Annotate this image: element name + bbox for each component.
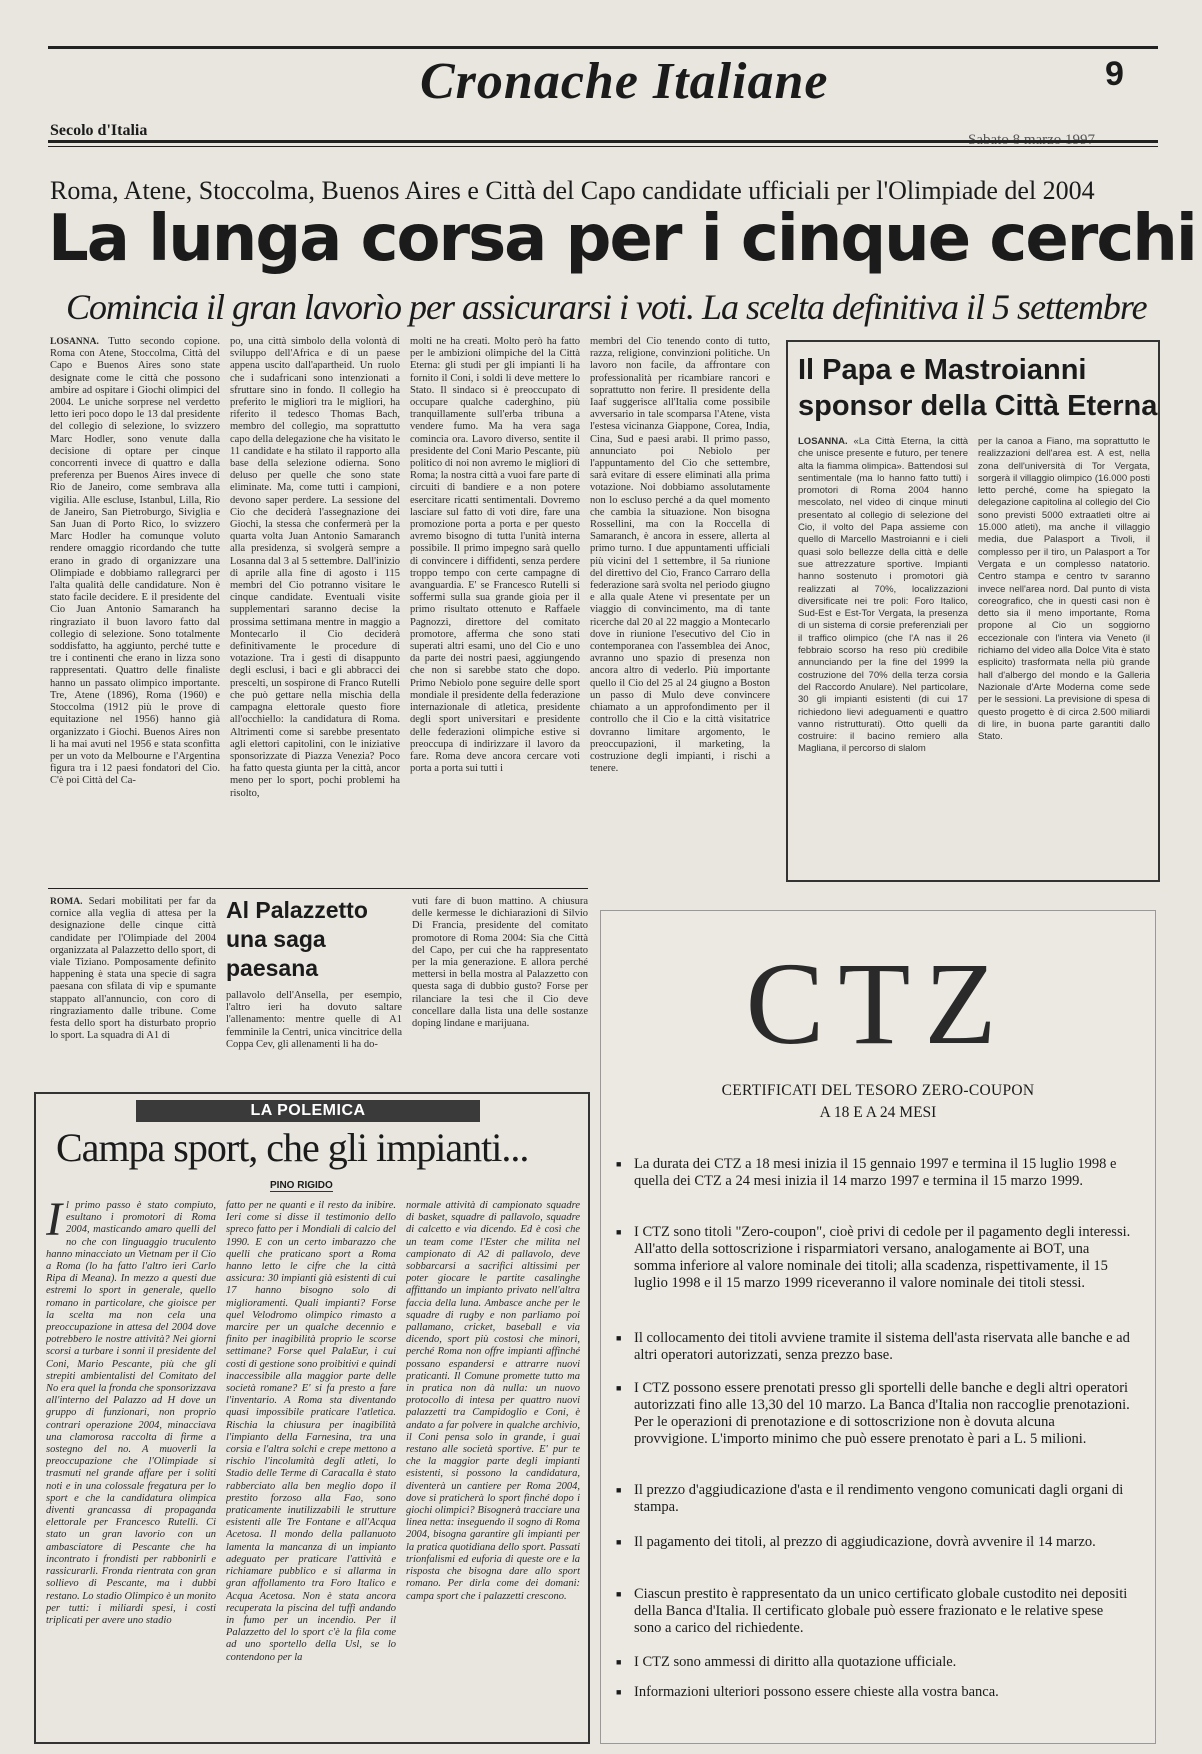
ctz-subtitle-1: CERTIFICATI DEL TESORO ZERO-COUPON [721, 1082, 1035, 1099]
subheadline: Comincia il gran lavorìo per assicurarsi i voti. La scelta definitiva il 5 settembre [66, 287, 1147, 327]
article-text-1: Tutto secondo copione. Roma con Atene, Stoccolma, Città del Capo e Buenos Aires sono state designate come le città che possono ambire ad ospitare i Giochi olimpici del 2004. Le uniche sorprese nel verdetto letto ieri poco dopo le 13 dal presidente del collegio di selezione, lo svizzero Marc Hodler, sono venute dalla decisione di optare per cinque concorrenti invece di quattro e dalla preferenza per Buenos Aires invece di Rio de Janeiro, come sembrava alla vigilia. Alle escluse, Istanbul, Lilla, Rio de Janeiro, San Pietroburgo, Siviglia e San Juan di Porto Rico, lo svizzero Marc Hodler ha comunque voluto rendere omaggio ricordando che tutte erano in grado di organizzare una Olimpiade e dobbiamo rallegrarci per l'alta qualità delle candidature. Non è stato facile decidere. E il presidente del Cio Juan Antonio Samaranch ha ringraziato il buon lavoro fatto dal collegio di selezione. Sono totalmente soddisfatto, ha aggiunto, perché tutte e tre i continenti che erano in lizza sono rappresentati. Quattro delle finaliste hanno un passato olimpico importante. Tre, Atene (1896), Roma (1960) e Stoccolma (1912 più le prove di equitazione nel 1956) hanno già organizzato i Giochi. Buenos Aires non li ha mai avuti nel 1956 e stata sconfitta per un voto da Melbourne e l'Argentina figura tra i 12 paesi fondatori del Cio. C'è poi Città del Ca- [50, 336, 220, 787]
polemica-title: Campa sport, che gli impianti... [56, 1125, 529, 1170]
palazzetto-column-1 [50, 896, 216, 1072]
ctz-subtitle-2: A 18 E A 24 MESI [819, 1104, 937, 1121]
polemica-author: PINO RIGIDO [270, 1180, 333, 1191]
top-rule [48, 46, 1158, 49]
ctz-bullet-8: ■ I CTZ sono ammessi di diritto alla quotazione ufficiale. [616, 1654, 1132, 1671]
papa-text-1: «La Città Eterna, la città che unisce presente e futuro, per tenere alta la fiamma olimpica». Battendosi sul sentimentale (ma lo hanno fatto tutti) i promotori di Roma 2004 hanno mescolato, nel video di cinque minuti presentato al collegio di selezione del Cio, il volto del Papa assieme con quello di Marcello Mastroianni e i cieli quasi solo bellezze della città e delle sue attrezzature sportive. Impianti hanno sostenuto i promotori già realizzati al 70%, localizzazioni diversificate nei tre poli: Foro Italico, Sud-Est e Est-Tor Vergata, la presenza di un sistema di corsie preferenziali per il traffico olimpico (che l'A nas il 26 febbraio scorso ha reso più credibile annunciando per la fine del 1999 la costruzione del 70% della terza corsia del Raccordo Anulare). Nel particolare, 30 gli impianti esistenti (di cui 17 richiedono lievi adeguamenti e quattro vanno ristrutturati). Otto quelli da costruire: il bacino remiero alla Magliana, il percorso di slalom [798, 436, 968, 755]
papa-text-2: per la canoa a Fiano, ma soprattutto le realizzazioni dell'area est. A est, nella zona dell'università di Tor Vergata, sorgerà il villaggio olimpico (16.000 posti letto perché, come ha spiegato la delegazione capitolina al collegio del Cio sono previsti 5000 extraatleti oltre ai 15.000 atleti), ma anche il villaggio media, due Palasport a Tivoli, il complesso per il tiro, un Palasport a Tor Vergata e un complesso natatorio. Centro stampa e centro tv saranno invece nell'area nord. Dal punto di vista coreografico, che in questi casi non è detto sia il meno importante, Roma propone al Cio un soggiorno eccezionale con l'intera via Veneto (il richiamo del video alla Dolce Vita è stato esplicito) trasformata nella più grande hall d'albergo del mondo e la Galleria Nazionale d'Arte Moderna come sede per le sessioni. La previsione di spesa di questo progetto è di circa 2.500 miliardi di lire, in buona parte garantiti dallo Stato. [978, 436, 1150, 743]
palazzetto-text-3: vuti fare di buon mattino. A chiusura delle kermesse le dichiarazioni di Silvio Di Francia, presidente del comitato promotore di Roma 2004: Sia che Città del Capo, per cui che ha rappresentato per la mia generazione. E allora perché mettersi in bella mostra al Palazzetto con questa saga di dubbio gusto? Forse per rilanciare la tesi che il Cio deve concellare dalla lista una delle sostanze doping lindane e marijuana. [412, 896, 588, 1030]
polemica-label: LA POLEMICA [136, 1100, 480, 1122]
polemica-column-2 [226, 1200, 396, 1736]
masthead-rule-thin [48, 146, 1158, 147]
article-text-2: po, una città simbolo della volontà di sviluppo dell'Africa e di un paese appena uscito dall'apartheid. Un ruolo che i sudafricani sono intenzionati a sfruttare sino in fondo. Il collegio ha preferito le migliori tra le migliori, ha riferito il tedesco Thomas Bach, membro del collegio, ma soprattutto capo della delegazione che ha visitato le 11 candidate e ha stilato il rapporto alla base della selezione odierna. Sono deluso per quelle che sono state eliminate. Ma, come tutti i campioni, devono saper perdere. La sessione del Cio che deciderà l'assegnazione dei Giochi, la stessa che confermerà per la quarta volta Juan Antonio Samaranch alla presidenza, si svolgerà sempre a Losanna dal 3 al 5 settembre. Dall'inizio di aprile alla fine di agosto i 115 membri del Cio potranno visitare le cinque candidate. Eventuali visite supplementari saranno decise la prossima settimana mentre in maggio a Montecarlo il Cio deciderà definitivamente le procedure di votazione. Tra i gesti di disappunto degli esclusi, i baci e gli abbracci dei prescelti, un sospirone di Franco Rutelli che può gettare nella mischia della campagna elettorale questo fiore all'occhiello: la candidatura di Roma. Altrimenti come si sarebbe presentato agli elettori capitolini, con le iniziative sponsorizzate di Piazza Venezia? Poco ha fatto questa giunta per la città, ancor meno per lo sport, pochi problemi ha risolto, [230, 336, 400, 799]
ctz-logo: CTZ [745, 938, 1011, 1069]
ctz-bullet-1: ■ La durata dei CTZ a 18 mesi inizia il 15 gennaio 1997 e termina il 15 luglio 1998 e quella dei CTZ a 24 mesi inizia il 14 marzo 1997 e termina il 15 marzo 1999. [616, 1156, 1132, 1190]
article-text-4: membri del Cio tenendo conto di tutto, razza, religione, convinzioni politiche. Un lavoro non facile, da affrontare con professionalità per ricambiare rancori e soprattutto non ferire. Il presidente della Iaaf suggerisce all'Italia come possibile avversario in tale scomparsa l'Atene, vista l'estesa vicinanza Giappone, Corea, India, Cina, Sud e paesi arabi. Il primo passo, annunciato poi Nebiolo per l'appuntamento del Cio che settembre, sarà evitare di essere eliminati alla prima votazione. Noi dobbiamo assolutamente non lo escluso perché a da quel momento che cambia la situazione. Non bisogna Rossellini, ma con la Roccella di Samaranch, è ancora in essere, allerta al primo turno. I due appuntamenti ufficiali più vicini del 1 settembre, il 5a riunione del direttivo del Cio, Franco Carraro della federazione sarà svolta nel periodo giugno e alla quale Atene vi presentate per un viaggio di convincimento, ma di tante ricerche dal 20 al 22 maggio a Montecarlo dove in riunione l'esecutivo del Cio in contemporanea con l'assemblea dei Anoc, avranno uno spazio di presenza non ancora altro di vederlo. Più importante quello il Cio del 25 al 24 giugno a Boston un passo di Mulo deve convincere chiamato a un approfondimento per il controllo che il Cio e la città visitatrice dovranno limitare argomento, le preoccupazioni, il marketing, la costruzione degli impianti, i rischi a tenere. [590, 336, 770, 775]
palazzetto-text-2: pallavolo dell'Ansella, per esempio, l'altro ieri ha dovuto saltare l'allenamento: mentre quelle di A1 femminile la Centri, unica vincitrice della Coppa Cev, gli allenamenti li ha do- [226, 990, 402, 1050]
ctz-bullet-3: ■ Il collocamento dei titoli avviene tramite il sistema dell'asta riservata alle banche e ad altri operatori autorizzati, senza prezzo base. [616, 1330, 1132, 1364]
polemica-text-1: l primo passo è stato compiuto, esultano i promotori di Roma 2004, masticando amaro quelli del no che con linguaggio truculento hanno minacciato un Vietnam per il Cio a Roma (lo ha fatto l'altro ieri Carlo Ripa di Meana). In mezzo a questi due estremi lo sport in generale, quello romano in particolare, che gioisce per la scelta ma non cela una preoccupazione in attesa del 2004 dove potrebbero le nostre attività? Nei giorni scorsi a turbare i sonni il presidente del Coni, Mario Pescante, più che gli strepiti ambientalisti del Comitato del No era quel la fronda che sponsorizzava all'interno del Palazzo ad H dove un gruppo di funzionari, non proprio contrari operazione 2004, minacciava una clamorosa raccolta di firme a sostegno del no. A muoverli la preoccupazione che l'Olimpiade si trasmuti nel grande affare per i soliti noti e in una colossale fregatura per lo sport e che la candidatura olimpica diventi grancassa di propaganda elettorale per Francesco Rutelli. Ci stato un gran lavorio con un ambasciatore di Pescante che ha incontrato i frondisti per rabbonirli e rassicurarli. Fronda rientrata con gran sollievo di Pescante, ma i dubbi restano. Lo stadio Olimpico è un monito per tutti: i miliardi spesi, i costi triplicati per avere uno stadio [46, 1200, 216, 1626]
ctz-bullet-9: ■ Informazioni ulteriori possono essere chieste alla vostra banca. [616, 1684, 1132, 1701]
section-title: Cronache Italiane [420, 53, 829, 110]
papa-dateline: LOSANNA. [798, 436, 848, 447]
palazzetto-column-3 [412, 896, 588, 1072]
palazzetto-dateline: ROMA. [50, 897, 83, 907]
page-number: 9 [1105, 55, 1124, 93]
papa-column-2 [978, 436, 1150, 876]
article-column-3 [410, 336, 580, 876]
headline-kicker: Roma, Atene, Stoccolma, Buenos Aires e Città del Capo candidate ufficiali per l'Olimpiade del 2004 [50, 176, 1095, 205]
polemica-column-3 [406, 1200, 580, 1736]
article-column-4 [590, 336, 770, 876]
main-headline: La lunga corsa per i cinque cerchi [48, 202, 1196, 276]
drop-cap: I [46, 1200, 62, 1246]
palazzetto-column-2 [226, 990, 402, 1072]
ctz-bullet-5: ■ Il prezzo d'aggiudicazione d'asta e il rendimento vengono comunicati dagli organi di stampa. [616, 1482, 1132, 1516]
article-text-3: molti ne ha creati. Molto però ha fatto per le ambizioni olimpiche del la Città Eterna: gli studi per gli impianti li ha fornito il Coni, i soldi li deve mettere lo Stato. Il sindaco si è preoccupato di occupare qualche caderghino, più tranquillamente sull'erba tribuna a vendere fumo. Ma ha vera saga comincia ora. Lavoro diverso, sentite il presidente del Coni Mario Pescante, più politico di noi non avremo le migliori di Roma; la nostra città a vuoi fare parte di circuiti di bandiere e a non potere esercitare ricatti sentimentali. Dovremo lasciare sul fatto di voti dire, fare una promozione porta a porta e per questo avremo bisogno di tutta l'unità interna possibile. Il primo impegno sarà quello di convincere i diffidenti, senza perdere troppo tempo con certe campagne di avanguardia. E' se Francesco Rutelli si soffermi sulla sua grande gioia per il primo risultato ottenuto e Raffaele Pagnozzi, direttore del comitato promotore, afferma che sono stati superati altri esami, uno del Cio e uno da parte dei nostri paesi, aggiungendo che non si sarebbe stato che dopo. Primo Nebiolo pone seguire delle sport mondiale il presidente della federazione internazionale di atletica, presidente degli sport universitari e presidente delle federazioni olimpiche estive si preoccupa di indirizzare il lavoro da fare. Roma deve ancora cercare voti porta a porta sui tutti i [410, 336, 580, 775]
section-divider [48, 888, 588, 889]
polemica-text-2: fatto per ne quanti e il resto da inibire. Ieri come si disse il testimonio dello spreco fatto per i Mondiali di calcio del 1990. E con un certo imbarazzo che quelli che praticano sport a Roma hanno letto le cifre che la città assicura: 30 impianti già esistenti di cui 17 hanno bisogno solo di miglioramenti. Quali impianti? Forse quel Velodromo olimpico rimasto a marcire per un qualche decennio e finito per inagibilità proprio le scorse settimane? Forse quel PalaEur, i cui costi di gestione sono proibitivi e quindi inaccessibile alla maggior parte delle società romane? E' si fa presto a fare l'inventario. A Roma sta diventando quasi impossibile praticare l'atletica. Rischia la chiusura per inagibilità l'impianto della Farnesina, tra una corsia e l'altra solchi e crepe mettono a rischio l'incolumità degli atleti, lo Stadio delle Terme di Caracalla è stato rabberciato alla ben meglio dopo il prestito forzoso alla Fao, sono praticamente inutilizzabili le strutture esistenti alle Tre Fontane e all'Acqua Acetosa. Il mondo della pallanuoto lamenta la mancanza di un impianto adeguato per praticare l'attività e richiamare pubblico e si allarma in gran affollamento tra Foro Italico e Acqua Acetosa. Non è stata ancora recuperata la piscina del tuffi andando in fumo per un incendio. Per il Palazzetto del lo sport c'è la fila come ad uno sportello della Usl, se lo contendono per la [226, 1200, 396, 1663]
ctz-bullet-7: ■ Ciascun prestito è rappresentato da un unico certificato globale custodito nei depositi della Banca d'Italia. Il certificato globale può essere frazionato e le relative spese sono a carico del richiedente. [616, 1586, 1132, 1637]
ctz-bullet-2: ■ I CTZ sono titoli "Zero-coupon", cioè privi di cedole per il pagamento degli interessi. All'atto della sottoscrizione i risparmiatori versano, analogamente ai BOT, una somma inferiore al valore nominale dei titoli; alla scadenza, rispettivamente, il 15 luglio 1998 e il 15 marzo 1999 riceveranno il valore nominale dei titoli stessi. [616, 1224, 1132, 1292]
papa-title: Il Papa e Mastroianni sponsor della Città Eterna [798, 354, 1158, 422]
ctz-bullet-4: ■ I CTZ possono essere prenotati presso gli sportelli delle banche e degli altri operatori autorizzati fino alle 13,30 del 10 marzo. La Banca d'Italia non raccoglie prenotazioni. Per le operazioni di prenotazione e di sottoscrizione non è dovuta alcuna provvigione. L'importo minimo che può essere prenotato è pari a L. 5 milioni. [616, 1380, 1132, 1448]
masthead-rule [48, 140, 1158, 143]
ctz-bullet-6: ■ Il pagamento dei titoli, al prezzo di aggiudicazione, dovrà avvenire il 14 marzo. [616, 1534, 1132, 1551]
papa-column-1 [798, 436, 968, 876]
paper-name: Secolo d'Italia [50, 122, 148, 139]
article-column-1 [50, 336, 220, 876]
palazzetto-text-1: Sedari mobilitati per far da cornice alla veglia di attesa per la designazione delle cinque città candidate per l'Olimpiade del 2004 organizzata al Palazzetto dello sport, di viale Tiziano. Pomposamente definito happening è stata una specie di sagra paesana con sfilata di vip e spumante stappato all'annuncio, con coro di ringraziamento dalle tribune. Come festa dello sport ha disturbato proprio lo sport. La squadra di A1 di [50, 896, 216, 1042]
article-column-2 [230, 336, 400, 876]
palazzetto-title: Al Palazzetto una saga paesana [226, 897, 368, 981]
article-dateline: LOSANNA. [50, 337, 99, 347]
polemica-column-1 [46, 1200, 216, 1736]
polemica-text-3: normale attività di campionato squadre di basket, squadre di pallavolo, squadre di calcetto e via dicendo. Ed è così che un team come l'Ester che milita nel campionato di A2 di pallavolo, deve sobbarcarsi a sacrifici altissimi per poter giocare le partite casalinghe affittando un impianto privato nell'altra faccia della luna. Ambasce anche per le squadre di rugby e non parliamo poi pallamano, cricket, baseball e via dicendo, sport più costosi che minori, perché Roma non offre impianti affinché possano espandersi e attrarre nuovi praticanti. Il Comune promette tutto ma in pratica non dà nulla: un nuovo protocollo di intesa per quattro nuovi palazzetti tra Campidoglio e Coni, è andato a far polvere in qualche archivio, il Coni pensa solo in grande, i guai restano alle società sportive. E' pur te che la maggior parte degli impianti esistenti, si possono la candidatura, diventerà un cantiere per Roma 2004, dove si praticherà lo sport finché dopo i giochi olimpici? Bisognerà tracciare una linea netta: inseguendo il sogno di Roma 2004, bisogna garantire gli impianti per la pratica quotidiana dello sport. Passati trionfalismi ed euforia di queste ore e la risposta che bisogna dare allo sport romano. Per dirla come dei domani: campa sport che i palazzetti crescono. [406, 1200, 580, 1602]
